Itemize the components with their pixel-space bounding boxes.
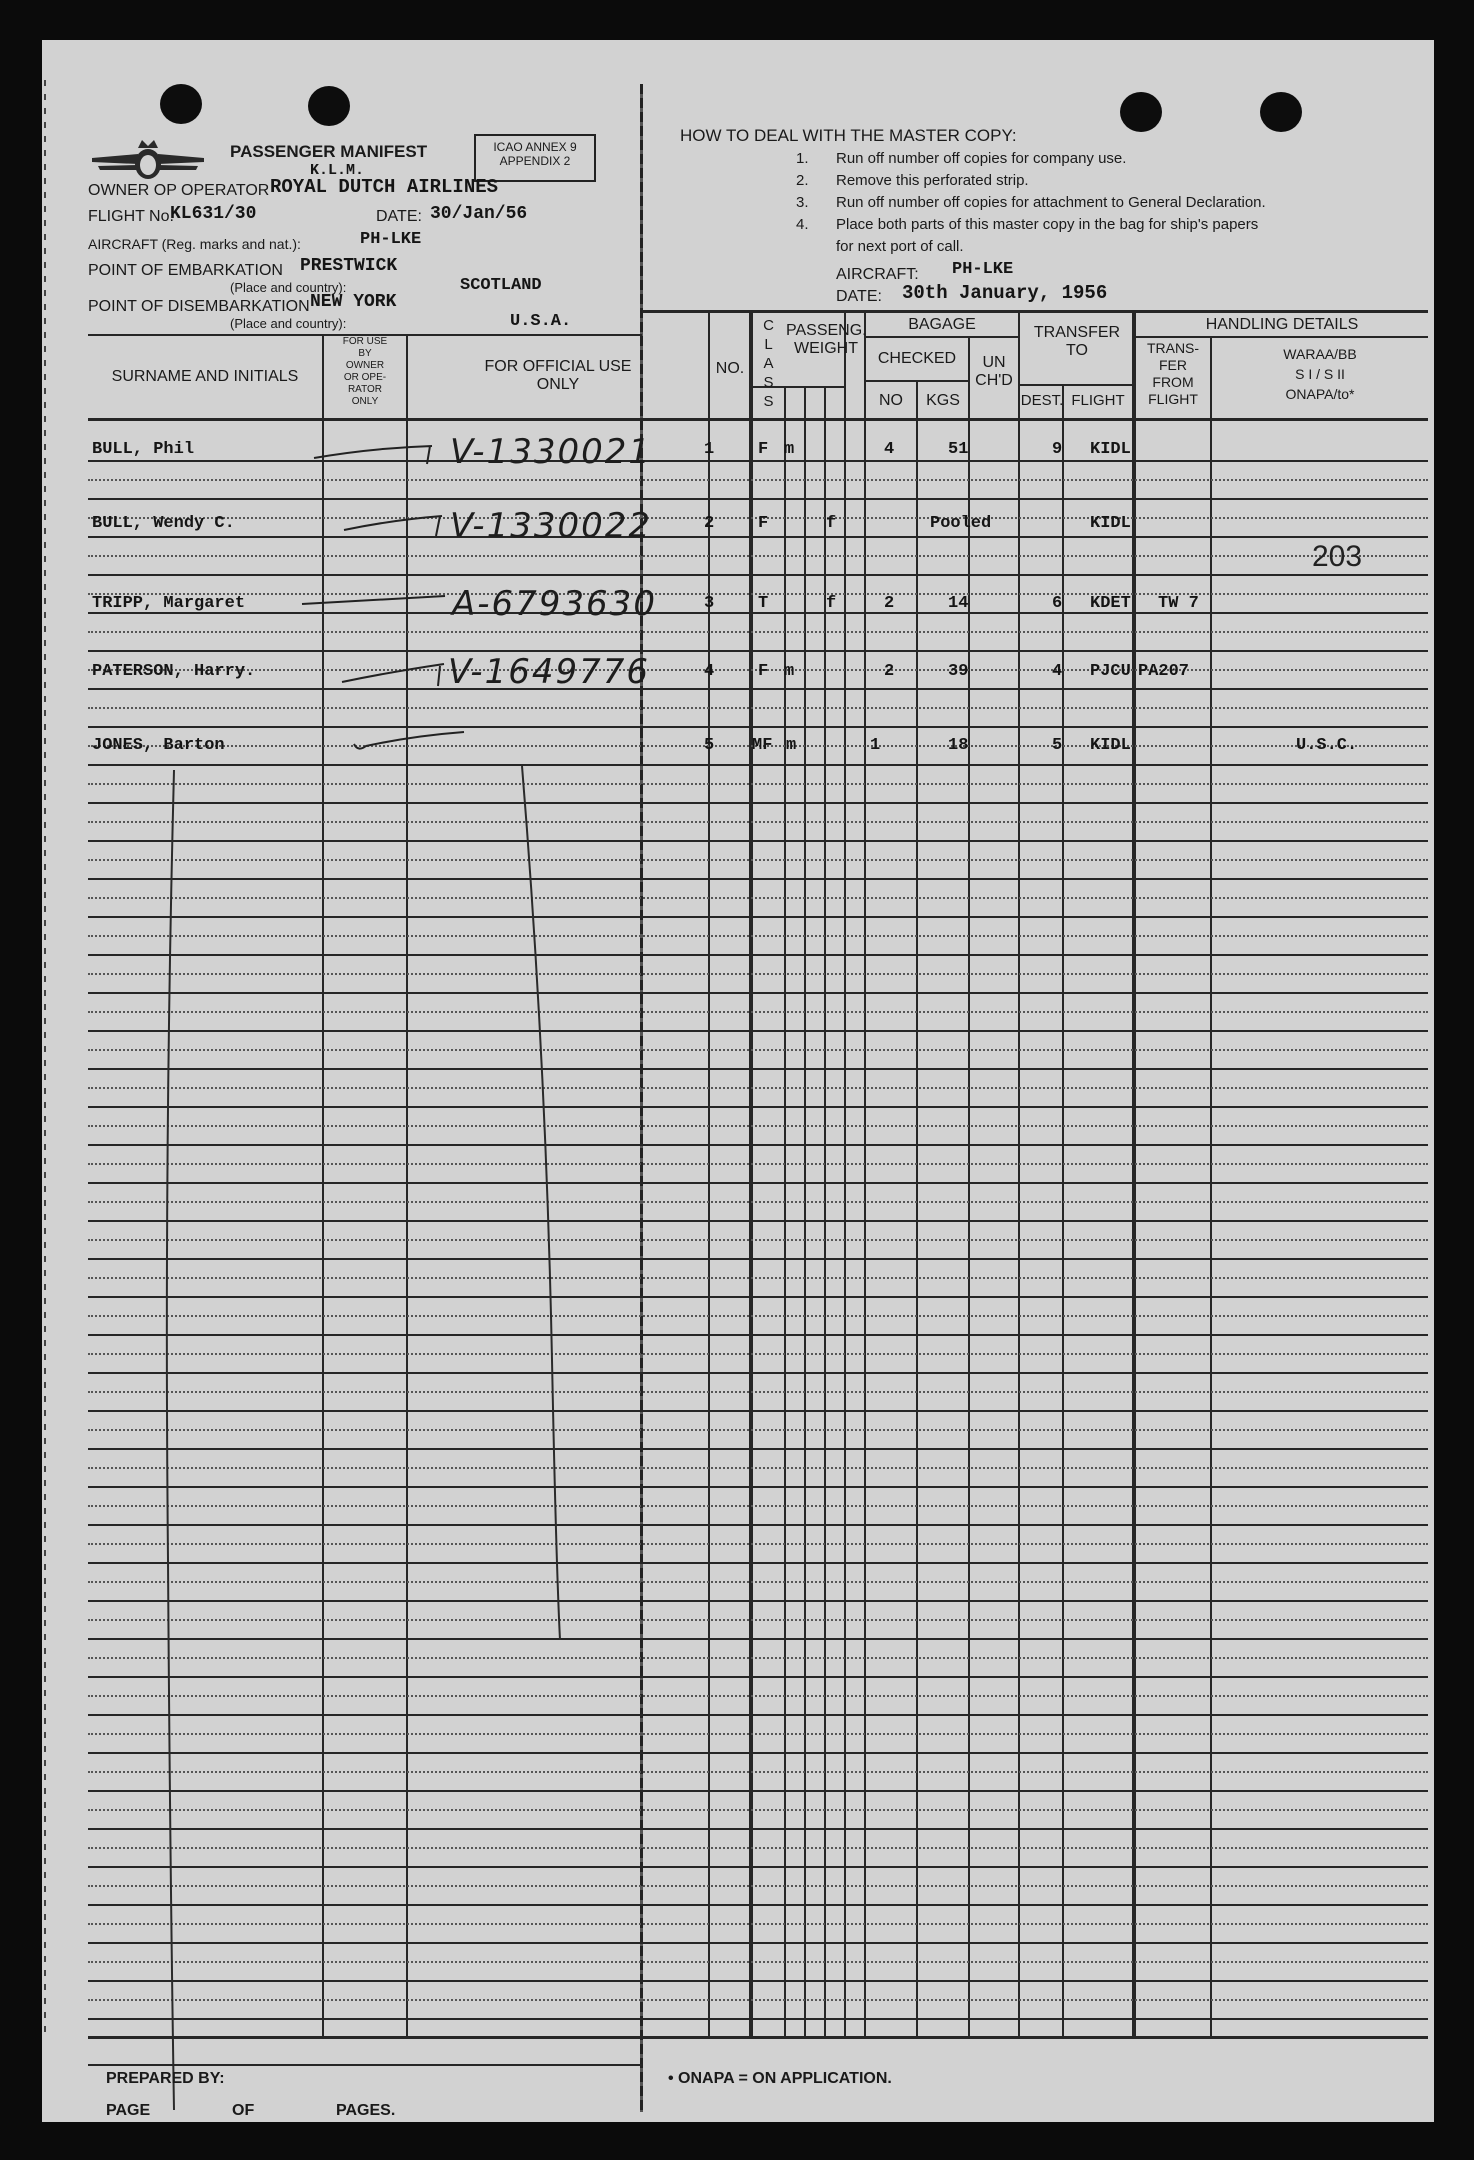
place-country-label: (Place and country): <box>230 280 347 295</box>
owner-use-line: OR OPE- <box>343 372 387 383</box>
official-line: FOR OFFICIAL USE <box>484 358 632 375</box>
row-rule <box>88 1068 1428 1070</box>
col-line <box>844 312 846 2038</box>
col-no: NO. <box>715 360 745 377</box>
row-rule <box>88 1486 1428 1488</box>
class-letter: C <box>763 317 774 334</box>
flight-code: PA207 <box>1138 662 1190 681</box>
passenger-sex: m <box>784 440 795 459</box>
unchecked-count: 6 <box>1052 594 1063 613</box>
owner-check-mark <box>342 510 452 540</box>
col-class <box>753 316 784 411</box>
row-rule-dotted <box>88 1695 1428 1697</box>
row-rule-dotted <box>88 1277 1428 1279</box>
owner-check-mark <box>352 730 472 754</box>
subheader-line <box>864 380 970 382</box>
unchecked-count: 5 <box>1052 736 1063 755</box>
punch-hole <box>1260 92 1302 132</box>
row-rule <box>88 764 1428 766</box>
row-rule <box>88 574 1428 576</box>
disembark-value: NEW YORK <box>310 292 397 312</box>
row-rule-dotted <box>88 1581 1428 1583</box>
owner-value: ROYAL DUTCH AIRLINES <box>270 176 499 198</box>
row-rule <box>88 840 1428 842</box>
waraa-line: WARAA/BB <box>1283 346 1357 362</box>
prepared-by-label: PREPARED BY: <box>106 2070 225 2087</box>
row-rule <box>88 1258 1428 1260</box>
col-line <box>864 312 866 2038</box>
instruction-number: 3. <box>796 194 809 211</box>
waraa-line: S I / S II <box>1295 366 1345 382</box>
instr-aircraft-label: AIRCRAFT: <box>836 266 919 283</box>
dest-code: KIDL <box>1090 440 1131 459</box>
row-rule <box>88 1524 1428 1526</box>
row-rule-dotted <box>88 973 1428 975</box>
embark-country: SCOTLAND <box>460 276 542 295</box>
row-rule-dotted <box>88 1239 1428 1241</box>
passenger-name: BULL, Wendy C. <box>92 514 235 533</box>
row-rule-dotted <box>88 859 1428 861</box>
onapa-note: • ONAPA = ON APPLICATION. <box>668 2070 892 2087</box>
row-rule <box>88 650 1428 652</box>
row-rule <box>88 536 1428 538</box>
official-number: V-1330022 <box>450 506 652 546</box>
instruction-text: Remove this perforated strip. <box>836 172 1029 189</box>
row-rule-dotted <box>88 707 1428 709</box>
row-rule <box>88 1030 1428 1032</box>
embark-value: PRESTWICK <box>300 256 398 276</box>
row-rule <box>88 1296 1428 1298</box>
row-rule-dotted <box>88 1429 1428 1431</box>
row-rule-dotted <box>88 1847 1428 1849</box>
class-letter: S <box>763 374 774 391</box>
row-rule <box>88 460 1428 462</box>
of-label: OF <box>232 2102 255 2119</box>
row-rule <box>88 1182 1428 1184</box>
weight-line: PASSENG. <box>786 322 867 339</box>
row-rule-dotted <box>88 821 1428 823</box>
col-surname: SURNAME AND INITIALS <box>111 368 299 385</box>
passenger-class: F <box>758 514 769 533</box>
punch-hole <box>160 84 202 124</box>
pages-label: PAGES. <box>336 2102 396 2119</box>
date-value: 30/Jan/56 <box>430 204 528 224</box>
row-rule <box>88 1638 1428 1640</box>
row-rule <box>88 1714 1428 1716</box>
instr-date-label: DATE: <box>836 288 882 305</box>
bag-pooled: Pooled <box>930 514 992 533</box>
owner-use-line: ONLY <box>351 396 379 407</box>
instruction-text: Run off number off copies for company use. <box>836 150 1127 167</box>
row-rule <box>88 1600 1428 1602</box>
row-rule <box>88 878 1428 880</box>
col-flight: FLIGHT <box>1071 392 1125 409</box>
col-handling: HANDLING DETAILS <box>1205 316 1359 333</box>
row-rule <box>88 1828 1428 1830</box>
owner-use-line: RATOR <box>347 384 383 395</box>
row-rule <box>88 498 1428 500</box>
manifest-sheet <box>42 40 1434 2122</box>
row-rule <box>88 954 1428 956</box>
row-rule-dotted <box>88 1923 1428 1925</box>
row-rule <box>88 1144 1428 1146</box>
row-rule-dotted <box>88 783 1428 785</box>
instruction-text: Run off number off copies for attachment to General Declaration. <box>836 194 1266 211</box>
bag-kgs: 18 <box>948 736 969 755</box>
row-rule <box>88 1980 1428 1982</box>
row-rule <box>88 688 1428 690</box>
row-rule <box>88 992 1428 994</box>
transfer-from-line: FLIGHT <box>1148 391 1198 407</box>
passenger-name: PATERSON, Harry. <box>92 662 256 681</box>
col-line <box>406 334 408 2038</box>
disembark-country: U.S.A. <box>510 312 572 331</box>
dest-code: KIDL <box>1090 514 1131 533</box>
row-rule <box>88 916 1428 918</box>
row-rule-dotted <box>88 1087 1428 1089</box>
owner-check-mark <box>340 660 450 690</box>
dest-code: KIDL <box>1090 736 1131 755</box>
row-rule <box>88 1334 1428 1336</box>
row-rule <box>88 1448 1428 1450</box>
transfer-line: TO <box>1066 342 1088 359</box>
col-line <box>322 334 324 2038</box>
icao-box <box>474 134 596 182</box>
header-top-line <box>642 310 1428 313</box>
punch-hole <box>308 86 350 126</box>
row-rule-dotted <box>88 897 1428 899</box>
date-label: DATE: <box>376 208 422 225</box>
flight-code: TW 7 <box>1158 594 1199 613</box>
unchd-line: UN <box>982 354 1006 371</box>
passenger-no: 3 <box>704 594 715 613</box>
subheader-line <box>1018 384 1134 386</box>
bag-count: 1 <box>870 736 881 755</box>
owner-check-mark <box>300 594 450 614</box>
row-rule-dotted <box>88 1011 1428 1013</box>
row-rule-dotted <box>88 1657 1428 1659</box>
row-rule-dotted <box>88 935 1428 937</box>
col-line <box>708 312 710 2038</box>
unchd-line: CH'D <box>975 372 1013 389</box>
official-line: ONLY <box>536 376 580 393</box>
official-number: V-1649776 <box>448 652 650 692</box>
handwritten-stroke <box>516 760 576 1660</box>
class-letter: S <box>763 393 774 410</box>
footer-top-line <box>88 2036 1428 2039</box>
row-rule-dotted <box>88 1315 1428 1317</box>
col-line <box>968 336 970 2038</box>
handwritten-annotation: 203 <box>1312 540 1363 573</box>
row-rule <box>88 2018 1428 2020</box>
col-official <box>408 358 708 394</box>
passenger-sex: f <box>826 594 837 613</box>
col-dest: DEST. <box>1020 392 1064 409</box>
passenger-class: T <box>758 594 769 613</box>
bag-kgs: 14 <box>948 594 969 613</box>
owner-use-line: BY <box>358 348 372 359</box>
row-rule-dotted <box>88 1885 1428 1887</box>
transfer-from-line: TRANS- <box>1146 340 1200 356</box>
instruction-number: 4. <box>796 216 809 233</box>
row-rule-dotted <box>88 1163 1428 1165</box>
passenger-name: JONES, Barton <box>92 736 225 755</box>
passenger-sex: m <box>784 662 795 681</box>
instr-aircraft-value: PH-LKE <box>952 260 1014 279</box>
row-rule-dotted <box>88 1201 1428 1203</box>
row-rule-dotted <box>88 555 1428 557</box>
passenger-class: F <box>758 440 769 459</box>
row-rule <box>88 1372 1428 1374</box>
row-rule <box>88 1562 1428 1564</box>
embark-label: POINT OF EMBARKATION <box>88 262 283 279</box>
instructions-title: HOW TO DEAL WITH THE MASTER COPY: <box>680 126 1017 145</box>
row-rule-dotted <box>88 1999 1428 2001</box>
owner-use-line: OWNER <box>345 360 385 371</box>
col-checked: CHECKED <box>877 350 957 367</box>
subheader-line <box>1134 336 1428 338</box>
passenger-name: BULL, Phil <box>92 440 195 459</box>
dest-code: KDET <box>1090 594 1131 613</box>
dest-code: PJCU <box>1090 662 1131 681</box>
owner-label: OWNER OP OPERATOR <box>88 182 270 199</box>
manifest-title: PASSENGER MANIFEST <box>230 142 428 161</box>
instr-date-value: 30th January, 1956 <box>902 282 1108 304</box>
row-rule <box>88 1676 1428 1678</box>
instruction-text: for next port of call. <box>836 238 964 255</box>
icao-line: APPENDIX 2 <box>499 154 571 168</box>
disembark-label: POINT OF DISEMBARKATION <box>88 298 310 315</box>
col-unchd <box>970 354 1018 390</box>
row-rule <box>88 1866 1428 1868</box>
row-rule-dotted <box>88 1619 1428 1621</box>
row-rule-dotted <box>88 1505 1428 1507</box>
row-rule-dotted <box>88 1771 1428 1773</box>
subheader-line <box>864 336 1018 338</box>
bag-count: 2 <box>884 594 895 613</box>
row-rule <box>88 1106 1428 1108</box>
passenger-class: F <box>758 662 769 681</box>
owner-abbrev: K.L.M. <box>310 162 365 179</box>
official-number: V-1330021 <box>450 432 652 472</box>
col-bagage: BAGAGE <box>908 316 976 333</box>
row-rule <box>88 1220 1428 1222</box>
handwritten-stroke <box>160 760 190 2120</box>
passenger-no: 5 <box>704 736 715 755</box>
row-rule-dotted <box>88 1543 1428 1545</box>
waraa-line: ONAPA/to* <box>1285 386 1355 402</box>
passenger-sex: f <box>826 514 837 533</box>
flight-label: FLIGHT No. <box>88 208 174 225</box>
flight-value: KL631/30 <box>170 204 257 224</box>
official-number: A-6793630 <box>452 584 657 624</box>
owner-use-line: FOR USE <box>342 336 388 347</box>
transfer-line: TRANSFER <box>1033 324 1121 341</box>
row-rule <box>88 1942 1428 1944</box>
passenger-no: 1 <box>704 440 715 459</box>
col-line <box>1210 336 1212 2038</box>
punch-hole <box>1120 92 1162 132</box>
class-letter: L <box>764 336 773 353</box>
instruction-number: 2. <box>796 172 809 189</box>
col-owner-use <box>324 336 406 408</box>
footer-rule <box>88 2064 642 2066</box>
row-rule-dotted <box>88 1125 1428 1127</box>
aircraft-label: AIRCRAFT (Reg. marks and nat.): <box>88 236 301 252</box>
row-rule <box>88 1790 1428 1792</box>
transfer-from-line: FROM <box>1152 374 1194 390</box>
col-weight <box>786 322 866 358</box>
passenger-name: TRIPP, Margaret <box>92 594 246 613</box>
col-checked-no: NO <box>879 392 903 409</box>
unchecked-count: 4 <box>1052 662 1063 681</box>
row-rule-dotted <box>88 1391 1428 1393</box>
row-rule-dotted <box>88 1733 1428 1735</box>
row-rule-dotted <box>88 479 1428 481</box>
passenger-no: 4 <box>704 662 715 681</box>
col-line <box>1018 312 1020 2038</box>
owner-check-mark <box>312 438 442 468</box>
row-rule <box>88 802 1428 804</box>
col-line <box>749 312 753 2038</box>
col-waraa <box>1212 344 1428 404</box>
header-bottom-line <box>88 418 1428 421</box>
class-letter: A <box>763 355 774 372</box>
row-rule-dotted <box>88 1049 1428 1051</box>
col-transfer-from <box>1136 340 1210 408</box>
bag-kgs: 51 <box>948 440 969 459</box>
page-label: PAGE <box>106 2102 151 2119</box>
bag-count: 4 <box>884 440 895 459</box>
icao-line: ICAO ANNEX 9 <box>493 140 577 154</box>
passenger-no: 2 <box>704 514 715 533</box>
unchecked-count: 9 <box>1052 440 1063 459</box>
perforation-line <box>44 80 46 2040</box>
instruction-text: Place both parts of this master copy in the bag for ship's papers <box>836 216 1259 233</box>
col-line <box>1132 312 1136 2038</box>
passenger-class: MF <box>752 736 773 755</box>
col-checked-kgs: KGS <box>926 392 960 409</box>
row-rule <box>88 1904 1428 1906</box>
place-country-label: (Place and country): <box>230 316 347 331</box>
row-rule-dotted <box>88 1961 1428 1963</box>
row-rule <box>88 1752 1428 1754</box>
row-rule-dotted <box>88 1353 1428 1355</box>
row-rule-dotted <box>88 1809 1428 1811</box>
row-rule <box>88 726 1428 728</box>
bag-count: 2 <box>884 662 895 681</box>
transfer-from-line: FER <box>1159 357 1187 373</box>
row-rule-dotted <box>88 631 1428 633</box>
row-rule <box>88 1410 1428 1412</box>
handling-code: U.S.C. <box>1296 736 1358 755</box>
col-transfer <box>1020 324 1134 360</box>
weight-line: WEIGHT <box>794 340 858 357</box>
passenger-sex: m <box>786 736 797 755</box>
aircraft-value: PH-LKE <box>360 230 422 249</box>
bag-kgs: 39 <box>948 662 969 681</box>
row-rule-dotted <box>88 1467 1428 1469</box>
instruction-number: 1. <box>796 150 809 167</box>
